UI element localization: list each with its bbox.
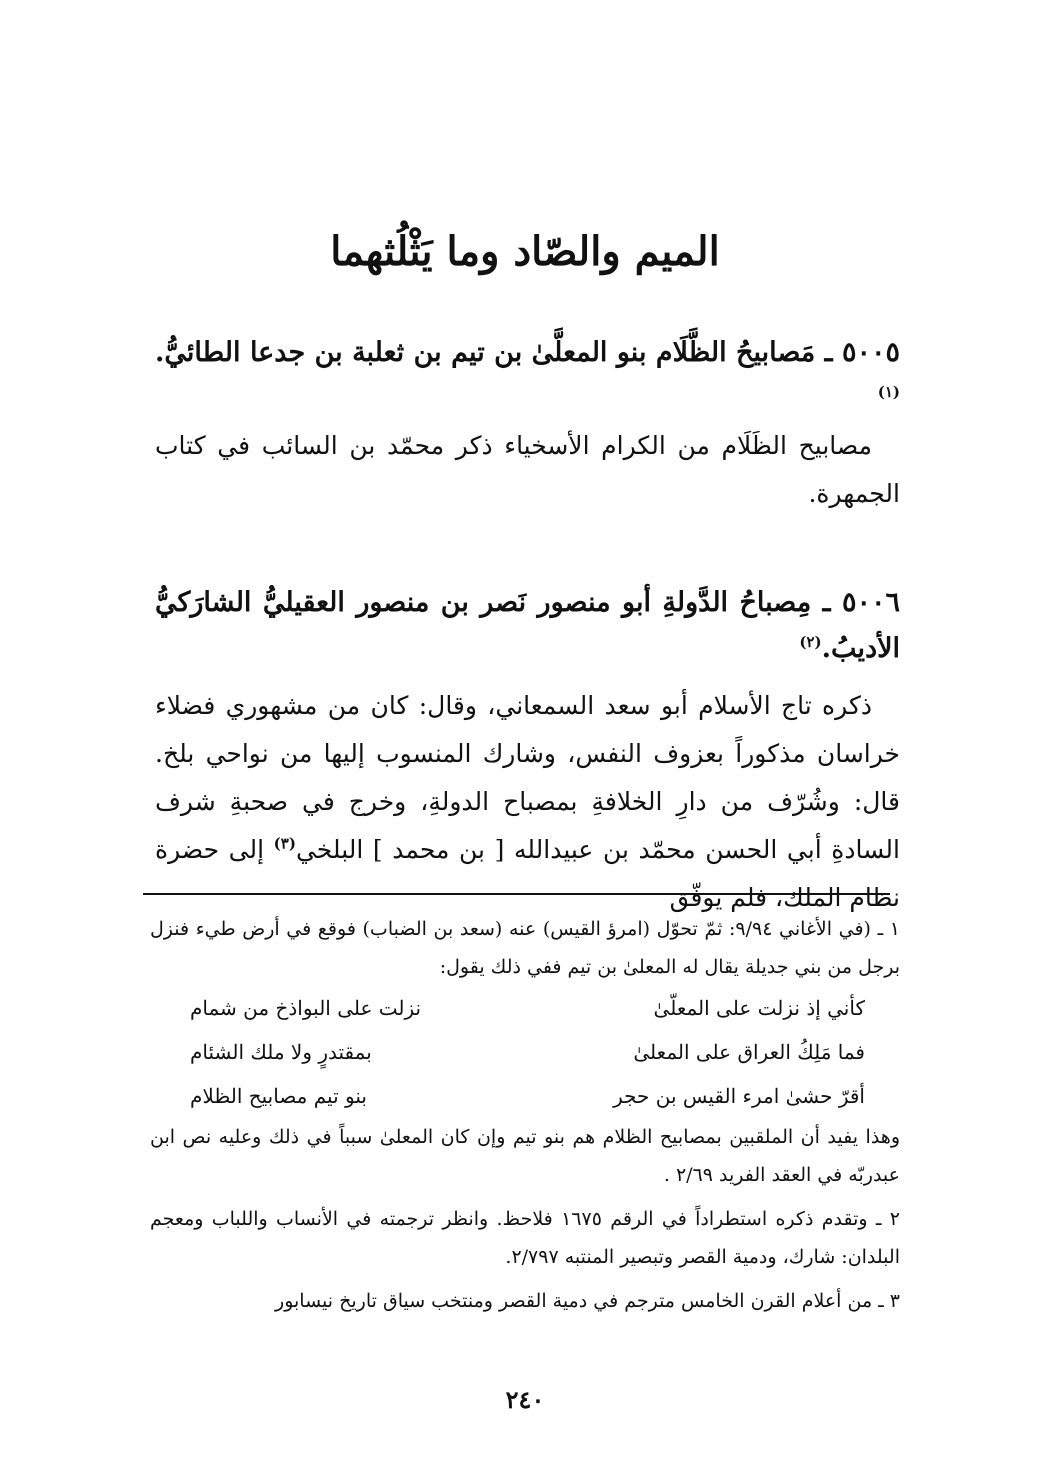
verse-line xyxy=(150,1074,900,1118)
footnotes xyxy=(150,910,900,1320)
entry-heading xyxy=(155,580,900,672)
entry-5006 xyxy=(155,580,900,922)
verse-second-half: نزلت على البواذخ من شمام xyxy=(190,996,422,1020)
footnote-divider xyxy=(143,893,890,895)
footnote-ref: (٢) xyxy=(799,633,822,651)
footnote-text: وهذا يفيد أن الملقبين بمصابيح الظلام هم بنو تيم وإن كان المعلىٰ سبباً في ذلك وعليه نص ابن عبدربّه في العقد الفريد ٢/٦٩ . xyxy=(150,1126,900,1186)
verse-first-half: أقرّ حشىٰ امرء القيس بن حجر xyxy=(613,1084,865,1108)
verse-first-half: فما مَلِكُ العراق على المعلىٰ xyxy=(633,1040,865,1064)
verse-second-half: بمقتدرٍ ولا ملك الشئام xyxy=(190,1040,372,1064)
main-text xyxy=(155,330,900,922)
entry-body-text: ذكره تاج الأسلام أبو سعد السمعاني، وقال: كان من مشهوري فضلاء خراسان مذكوراً بعزوف النفس، وشارك المنسوب إليها من نواحي بلخ. قال: وشُرّف من دارِ الخلافةِ بمصباح الدولةِ، وخرج في صحبةِ شرف السادةِ أبي الحسن محمّد بن عبيدالله [ بن محمد ] البلخي xyxy=(155,691,900,864)
entry-body xyxy=(155,682,900,922)
entry-heading-text: ٥٠٠٦ ـ مِصباحُ الدَّولةِ أبو منصور نَصر بن منصور العقيليُّ الشارَكيُّ الأديبُ. xyxy=(155,587,900,664)
entry-heading-text: ٥٠٠٥ ـ مَصابيحُ الظَّلَام بنو المعلَّىٰ بن تيم بن ثعلبة بن جدعا الطائيُّ. xyxy=(155,337,900,368)
entry-body: مصابيح الظَلَام من الكرام الأسخياء ذكر محمّد بن السائب في كتاب الجمهرة. xyxy=(155,431,900,508)
footnote-ref: (٣) xyxy=(273,834,296,853)
footnote-1 xyxy=(150,910,900,1194)
verse-first-half: كأني إذ نزلت على المعلّىٰ xyxy=(653,996,865,1020)
entry-5005 xyxy=(155,330,900,518)
entry-body-text-continued: إلى حضرة نظام الملك، فلم يوفّق xyxy=(155,835,900,912)
page-title: الميم والصّاد وما يَثْلُثهما xyxy=(330,228,720,275)
footnote-ref: (١) xyxy=(877,383,900,401)
footnote-3: ٣ ـ من أعلام القرن الخامس مترجم في دمية القصر ومنتخب سياق تاريخ نيسابور xyxy=(275,1290,900,1312)
page-number: ٢٤٠ xyxy=(505,1385,545,1414)
verse-second-half: بنو تيم مصابيح الظلام xyxy=(190,1084,367,1108)
entry-heading xyxy=(155,330,900,422)
verse-line xyxy=(150,986,900,1030)
footnote-2: ٢ ـ وتقدم ذكره استطراداً في الرقم ١٦٧٥ فلاحظ. وانظر ترجمته في الأنساب واللباب ومعجم البلدان: شارك، ودمية القصر وتبصير المنتبه ٢/٧٩٧. xyxy=(150,1208,900,1268)
verse-line xyxy=(150,1030,900,1074)
footnote-text: ١ ـ (في الأغاني ٩/٩٤: ثمّ تحوّل (امرؤ القيس) عنه (سعد بن الضباب) فوقع في أرض طيء فنزل برجل من بني جديلة يقال له المعلىٰ بن تيم ففي ذلك يقول: xyxy=(150,918,900,978)
